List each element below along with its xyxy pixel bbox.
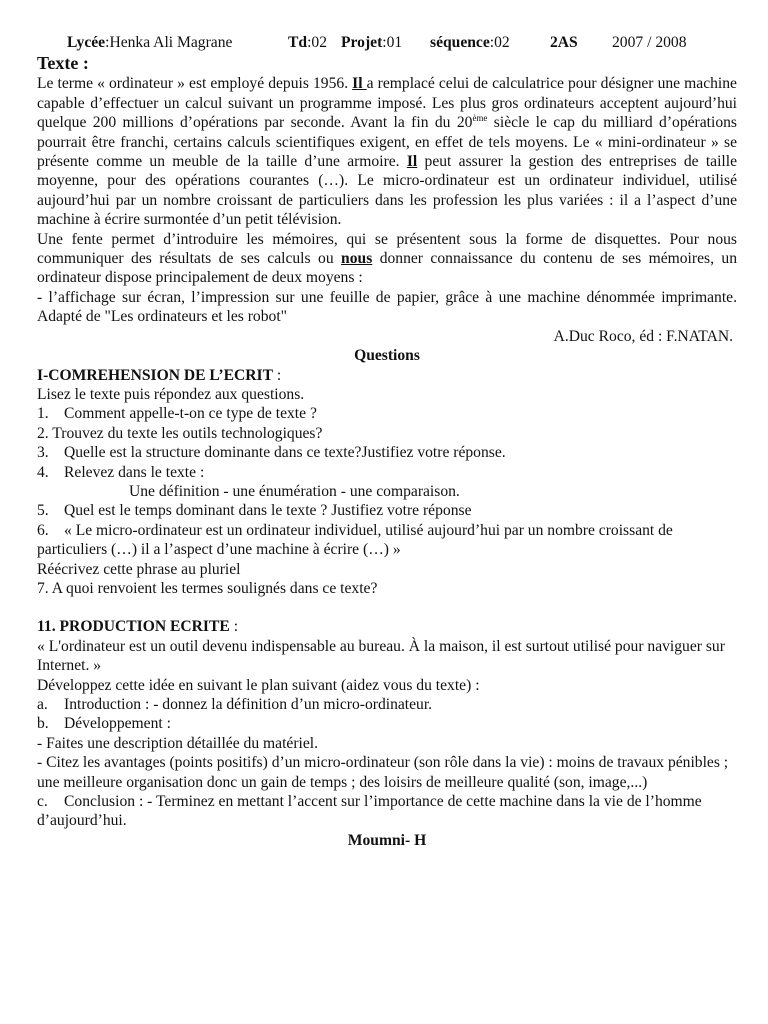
question-4-items: Une définition - une énumération - une comparaison.	[129, 482, 460, 500]
signature: Moumni- H	[347, 831, 427, 849]
document-page	[37, 33, 737, 850]
spacer	[37, 598, 737, 617]
question-3: 3. Quelle est la structure dominante dans ce texte?Justifiez votre réponse.	[37, 444, 506, 462]
header-line	[67, 33, 737, 52]
texte-title: Texte :	[37, 53, 89, 74]
question-2: 2. Trouvez du texte les outils technologiques?	[37, 424, 323, 442]
underlined-nous: nous	[341, 250, 373, 268]
section-production-title: 11. PRODUCTION ECRITE :	[37, 618, 239, 636]
texte-paragraph-2: Une fente permet d’introduire les mémoires, qui se présentent sous la forme de disquettes. Pour nous communiquer des résultats de ses calculs ou nous donner connaissance du contenu de ses mémoires, un ordinateur dispose principalement de deux moyens :	[37, 230, 737, 287]
header-sequence: séquence:02	[430, 34, 510, 51]
plan-developpement: b. Développement :	[37, 715, 171, 733]
section-comprehension-title: I-COMREHENSION DE L’ECRIT :	[37, 366, 282, 384]
plan-developpement-item-1: - Faites une description détaillée du matériel.	[37, 734, 319, 752]
question-1: 1. Comment appelle-t-on ce type de texte ?	[37, 405, 317, 423]
question-6-instruction: Réécrivez cette phrase au pluriel	[37, 560, 241, 578]
plan-conclusion: c. Conclusion : - Terminez en mettant l’accent sur l’importance de cette machine dans la vie de l’homme d’aujourd’hui.	[37, 793, 702, 830]
header-projet: Projet:01	[341, 34, 403, 51]
plan-introduction: a. Introduction : - donnez la définition d’un micro-ordinateur.	[37, 696, 433, 713]
header-lycee: Lycée:Henka Ali Magrane	[67, 34, 233, 51]
texte-paragraph-1: Le terme « ordinateur » est employé depuis 1956. Il a remplacé celui de calculatrice pour désigner une machine capable d’effectuer un calcul suivant un programme imposé. Les plus gros ordinateurs acceptent aujourd’hui quelque 200 millions d’opérations par seconde. Avant la fin du 20ème siècle le cap du milliard d’opérations pourrait être franchi, certains calculs scientifiques exigent, en effet de tels moyens. Le « mini-ordinateur » se présente comme un meuble de la taille d’une armoire. Il peut assurer la gestion des entreprises de taille moyenne, pour des opérations courantes (…). Le micro-ordinateur est un ordinateur individuel, utilisé aujourd’hui par un nombre croissant de particuliers dans les profession les plus variées : il a l’aspect d’une machine à écrire surmontée d’un petit télévision.	[37, 75, 737, 229]
questions-title: Questions	[354, 347, 420, 365]
underlined-il-1: Il	[352, 75, 367, 93]
plan-developpement-item-2: - Citez les avantages (points positifs) d’un micro-ordinateur (son rôle dans la vie) : moins de travaux pénibles ; une meilleure organisation donc un gain de temps ; des loisirs de meilleure qualité (son, image,...)	[37, 754, 729, 791]
texte-paragraph-3: - l’affichage sur écran, l’impression sur une feuille de papier, grâce à une machine dénommée imprimante. Adapté de "Les ordinateurs et les robot"	[37, 288, 737, 326]
header-niveau: 2AS	[550, 34, 578, 51]
questions-intro: Lisez le texte puis répondez aux questions.	[37, 385, 305, 403]
header-td: Td:02	[288, 34, 328, 51]
texte-author: A.Duc Roco, éd : F.NATAN.	[553, 327, 733, 345]
question-4: 4. Relevez dans le texte :	[37, 463, 205, 481]
underlined-il-2: Il	[406, 153, 418, 171]
question-5: 5. Quel est le temps dominant dans le texte ? Justifiez votre réponse	[37, 502, 472, 520]
question-6: 6. « Le micro-ordinateur est un ordinateur individuel, utilisé aujourd’hui par un nombre croissant de particuliers (…) il a l’aspect d’une machine à écrire (…) »	[37, 521, 673, 559]
production-quote: « L'ordinateur est un outil devenu indispensable au bureau. À la maison, il est surtout utilisé pour naviguer sur Internet. »	[37, 637, 725, 675]
header-annee: 2007 / 2008	[612, 34, 687, 51]
question-7: 7. A quoi renvoient les termes soulignés dans ce texte?	[37, 579, 378, 597]
production-instruction: Développez cette idée en suivant le plan suivant (aidez vous du texte) :	[37, 676, 480, 694]
